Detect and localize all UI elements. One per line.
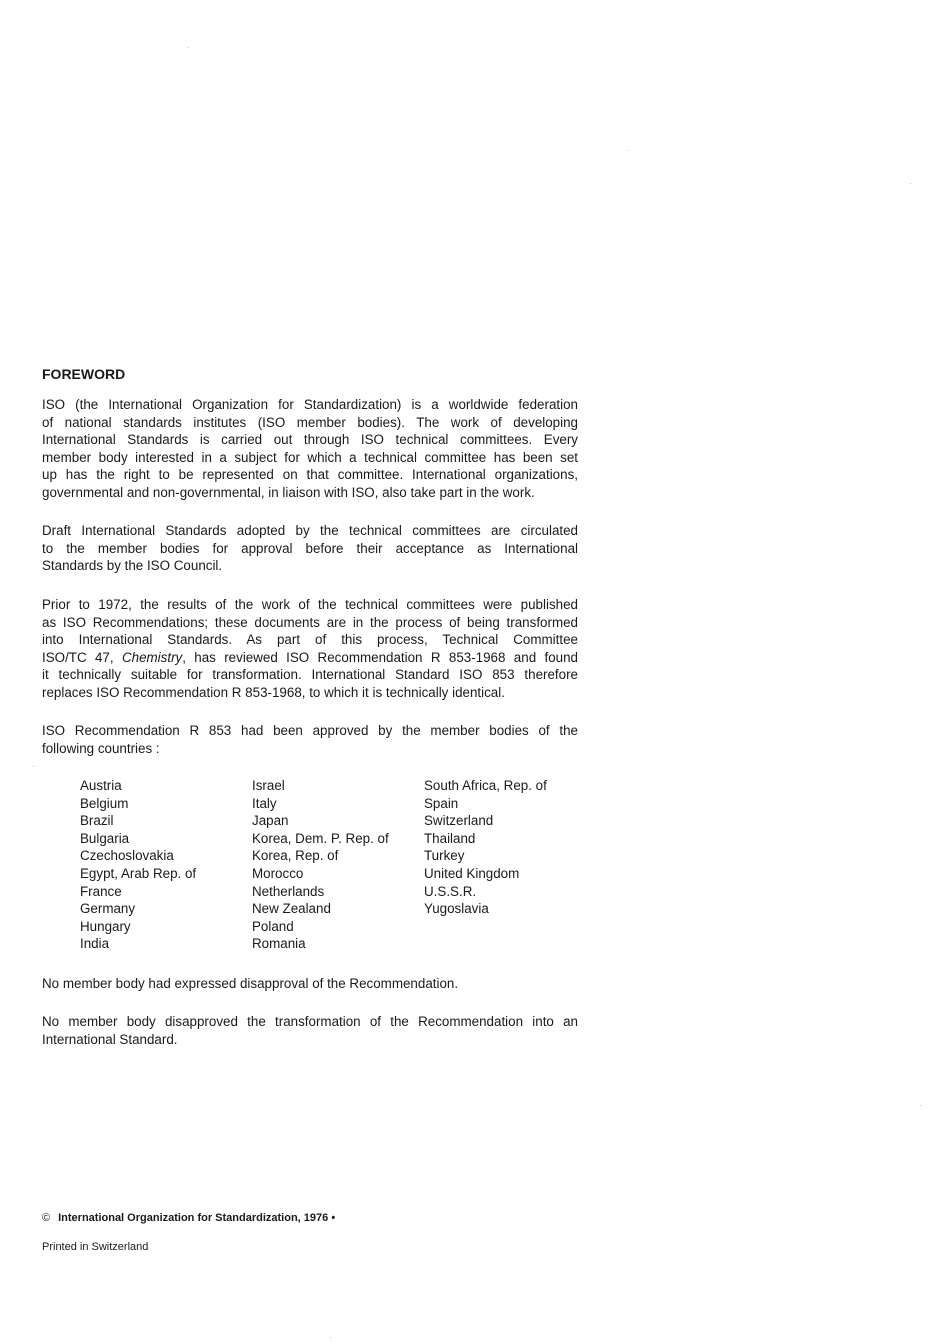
copyright-text: International Organization for Standardization, 1976 •: [58, 1212, 336, 1224]
text-line: following countries :: [42, 740, 160, 756]
country-item: Netherlands: [252, 883, 325, 899]
country-item: South Africa, Rep. of: [424, 778, 547, 793]
country-item: Korea, Dem. P. Rep. of: [252, 830, 389, 846]
country-item: Hungary: [80, 918, 131, 934]
country-item: Morocco: [252, 865, 304, 881]
country-item: Bulgaria: [80, 830, 130, 846]
country-item: Romania: [252, 936, 306, 952]
country-item: Thailand: [424, 830, 476, 846]
copyright-line: [42, 1212, 335, 1224]
text-line: Standards by the ISO Council.: [42, 558, 223, 574]
countries-column-3: [424, 777, 547, 918]
text-line: No member body disapproved the transformation of the Recommendation into an: [42, 1014, 578, 1029]
copyright-icon: ©: [42, 1212, 51, 1224]
country-item: Turkey: [424, 848, 465, 864]
text-line: ISO Recommendation R 853 had been approved by the member bodies of the: [42, 723, 578, 738]
foreword-heading: FOREWORD: [42, 366, 126, 382]
country-item: Poland: [252, 918, 294, 934]
text-line: governmental and non-governmental, in liaison with ISO, also take part in the work.: [42, 484, 535, 500]
text-line: ISO/TC 47, Chemistry, has reviewed ISO Recommendation R 853-1968 and found: [42, 649, 578, 665]
text-line: International Standard.: [42, 1031, 178, 1047]
text-line: No member body had expressed disapproval of the Recommendation.: [42, 976, 459, 991]
country-item: New Zealand: [252, 901, 331, 917]
country-item: Switzerland: [424, 813, 494, 829]
country-item: Yugoslavia: [424, 901, 489, 917]
country-item: Israel: [252, 778, 285, 793]
country-item: Brazil: [80, 813, 114, 829]
printed-in: Printed in Switzerland: [42, 1241, 149, 1253]
country-item: Belgium: [80, 795, 129, 811]
country-item: United Kingdom: [424, 865, 520, 881]
country-item: Austria: [80, 778, 122, 793]
note-transformation: [42, 1013, 578, 1048]
paragraph-draft-standards: [42, 522, 578, 575]
text-line: to the member bodies for approval before their acceptance as International: [42, 540, 578, 556]
text-line: it technically suitable for transformation. International Standard ISO 853 therefore: [42, 667, 578, 683]
text-line: Prior to 1972, the results of the work of the technical committees were published: [42, 597, 578, 612]
text-line: into International Standards. As part of this process, Technical Committee: [42, 632, 578, 648]
paragraph-prior-1972: [42, 596, 578, 702]
country-item: France: [80, 883, 122, 899]
country-item: Spain: [424, 795, 459, 811]
text-line: replaces ISO Recommendation R 853-1968, to which it is technically identical.: [42, 684, 505, 700]
text-line: Draft International Standards adopted by the technical committees are circulated: [42, 523, 578, 538]
countries-column-1: [80, 777, 196, 953]
country-item: Germany: [80, 901, 136, 917]
paragraph-approval: [42, 722, 578, 757]
country-item: Czechoslovakia: [80, 848, 174, 864]
country-item: Italy: [252, 795, 277, 811]
country-item: U.S.S.R.: [424, 883, 477, 899]
paragraph-iso-intro: [42, 396, 578, 502]
country-item: Japan: [252, 813, 289, 829]
text-line: of national standards institutes (ISO member bodies). The work of developing: [42, 414, 578, 430]
text-line: ISO (the International Organization for Standardization) is a worldwide federation: [42, 397, 578, 412]
note-disapproval: [42, 975, 578, 993]
text-line: International Standards is carried out through ISO technical committees. Every: [42, 432, 578, 448]
country-item: Egypt, Arab Rep. of: [80, 865, 197, 881]
text-line: member body interested in a subject for which a technical committee has been set: [42, 449, 578, 465]
country-item: India: [80, 936, 110, 952]
country-item: Korea, Rep. of: [252, 848, 339, 864]
text-line: as ISO Recommendations; these documents are in the process of being transformed: [42, 614, 578, 630]
countries-column-2: [252, 777, 389, 953]
text-line: up has the right to be represented on that committee. International organizations,: [42, 467, 578, 483]
